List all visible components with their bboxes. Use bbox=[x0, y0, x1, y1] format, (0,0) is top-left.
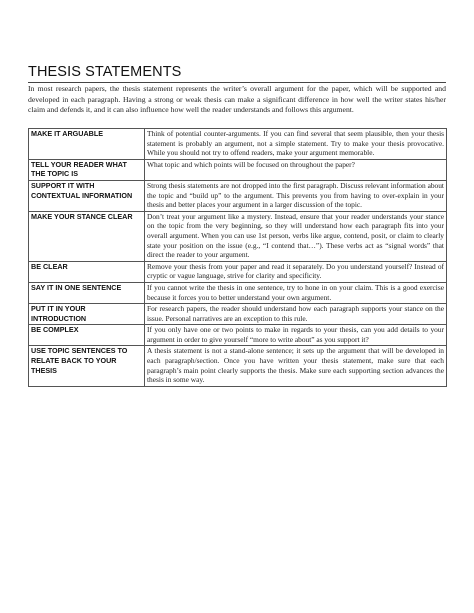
row-heading: PUT IT IN YOUR INTRODUCTION bbox=[29, 304, 145, 325]
table-row bbox=[29, 282, 447, 303]
table-row bbox=[29, 129, 447, 160]
row-description: If you only have one or two points to make in regards to your thesis, can you add details to your argument in order to give yourself “more to write about” as you support it? bbox=[145, 325, 447, 346]
row-heading: USE TOPIC SENTENCES TO RELATE BACK TO YOUR THESIS bbox=[29, 346, 145, 386]
row-description: Remove your thesis from your paper and read it separately. Do you understand yourself? Instead of cryptic or vague language, strive for clarity and specificity. bbox=[145, 261, 447, 282]
row-heading: BE COMPLEX bbox=[29, 325, 145, 346]
row-description: A thesis statement is not a stand-alone sentence; it sets up the argument that will be developed in each paragraph/section. Once you have written your thesis statement, make sure that each paragraph’s main point clearly supports the thesis. Make sure each supporting section advances the thesis in some way. bbox=[145, 346, 447, 386]
table-row bbox=[29, 346, 447, 386]
intro-paragraph: In most research papers, the thesis statement represents the writer’s overall argument for the paper, which will be supported and developed in each paragraph. Having a strong or weak thesis can make a significant difference in how well the writer states his/her claim and defends it, and it can also influence how well the reader understands and follows this argument. bbox=[28, 84, 446, 115]
row-description: What topic and which points will be focused on throughout the paper? bbox=[145, 159, 447, 180]
table-row bbox=[29, 159, 447, 180]
row-heading: SAY IT IN ONE SENTENCE bbox=[29, 282, 145, 303]
row-description: Don’t treat your argument like a mystery. Instead, ensure that your reader understands your stance on the topic from the very beginning, so they will understand how each paragraph fits into your overall argument. When you can use 1st person, verbs like argue, contend, posit, or claim to clearly state your position on the issue (e.g., “I contend that…”). These verbs act as “signal words” that direct the reader to your argument. bbox=[145, 211, 447, 261]
row-description: Think of potential counter-arguments. If you can find several that seem plausible, then your thesis statement is probably an argument, not a simple statement. Try to make your thesis provocative. While you should not try to offend readers, make your argument memorable. bbox=[145, 129, 447, 160]
row-description: Strong thesis statements are not dropped into the first paragraph. Discuss relevant information about the topic and “build up” to the argument. This prevents you from having to over-explain in your thesis and better places your argument in a larger discussion of the topic. bbox=[145, 180, 447, 211]
row-heading: SUPPORT IT WITH CONTEXTUAL INFORMATION bbox=[29, 180, 145, 211]
table-row bbox=[29, 325, 447, 346]
row-description: For research papers, the reader should understand how each paragraph supports your stance on the issue. Personal narratives are an exception to this rule. bbox=[145, 304, 447, 325]
table-row bbox=[29, 261, 447, 282]
table-row bbox=[29, 180, 447, 211]
row-heading: MAKE YOUR STANCE CLEAR bbox=[29, 211, 145, 261]
row-heading: MAKE IT ARGUABLE bbox=[29, 129, 145, 160]
page-title: THESIS STATEMENTS bbox=[28, 64, 182, 80]
row-description: If you cannot write the thesis in one sentence, try to hone in on your claim. This is a good exercise because it forces you to better understand your own argument. bbox=[145, 282, 447, 303]
title-underline bbox=[28, 82, 446, 83]
table-row bbox=[29, 304, 447, 325]
row-heading: TELL YOUR READER WHAT THE TOPIC IS bbox=[29, 159, 145, 180]
thesis-tips-table bbox=[28, 128, 447, 387]
table-row bbox=[29, 211, 447, 261]
row-heading: BE CLEAR bbox=[29, 261, 145, 282]
